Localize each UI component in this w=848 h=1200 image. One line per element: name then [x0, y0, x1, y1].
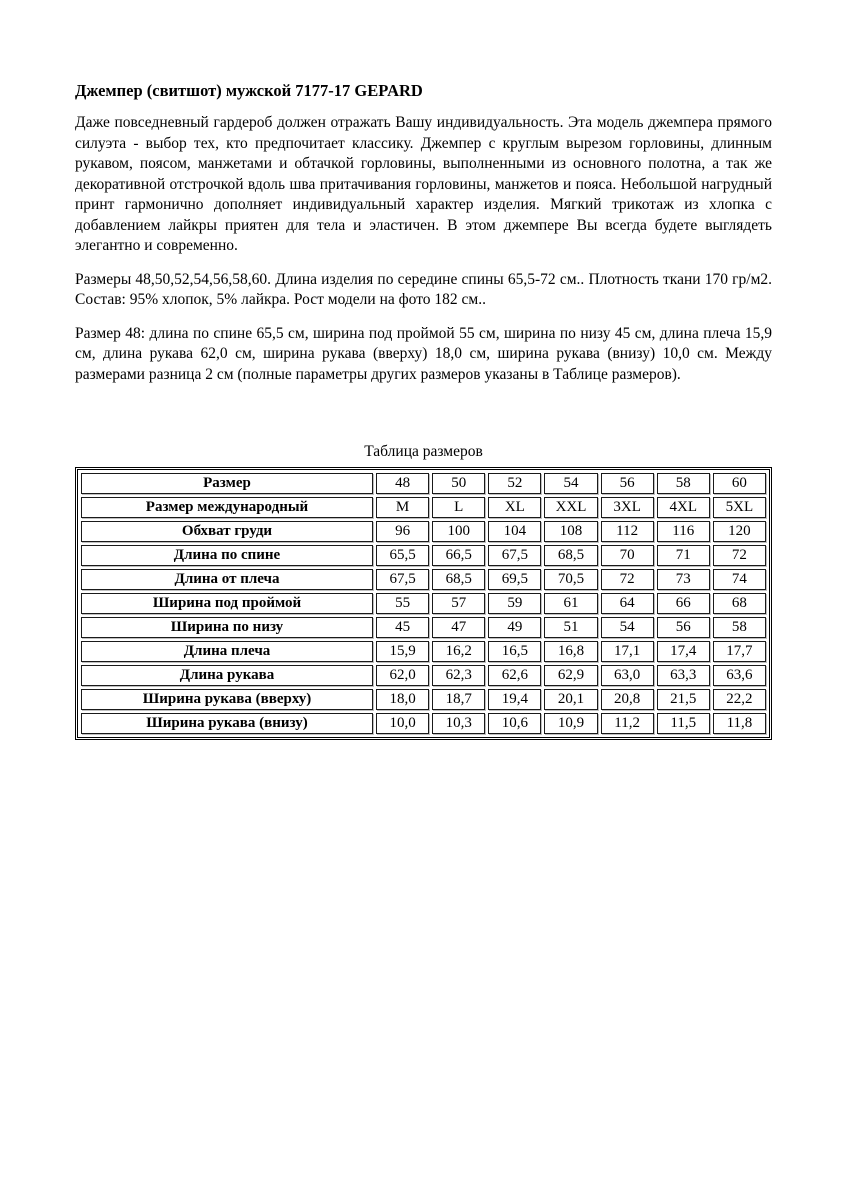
- size-48-details-paragraph: Размер 48: длина по спине 65,5 см, ширина под проймой 55 см, ширина по низу 45 см, длина плеча 15,9 см, длина рукава 62,0 см, ширина рукава (вверху) 18,0 см, ширина рукава (внизу) 10,0 см. Между размерами разница 2 см (полные параметры других размеров указаны в Таблице размеров).: [75, 324, 772, 383]
- value-cell: 10,6: [488, 713, 541, 734]
- value-cell: 11,8: [713, 713, 766, 734]
- value-cell: 66: [657, 593, 710, 614]
- value-cell: 51: [544, 617, 597, 638]
- value-cell: 48: [376, 473, 429, 494]
- value-cell: 69,5: [488, 569, 541, 590]
- value-cell: 58: [713, 617, 766, 638]
- value-cell: 63,0: [601, 665, 654, 686]
- value-cell: 15,9: [376, 641, 429, 662]
- value-cell: 22,2: [713, 689, 766, 710]
- value-cell: 10,0: [376, 713, 429, 734]
- value-cell: 65,5: [376, 545, 429, 566]
- value-cell: 55: [376, 593, 429, 614]
- value-cell: 49: [488, 617, 541, 638]
- table-row: [81, 665, 766, 686]
- value-cell: 72: [601, 569, 654, 590]
- value-cell: 60: [713, 473, 766, 494]
- value-cell: 20,8: [601, 689, 654, 710]
- value-cell: 17,4: [657, 641, 710, 662]
- value-cell: 11,5: [657, 713, 710, 734]
- table-row: [81, 473, 766, 494]
- row-label-cell: Ширина рукава (внизу): [81, 713, 373, 734]
- value-cell: 120: [713, 521, 766, 542]
- value-cell: 18,7: [432, 689, 485, 710]
- row-label-cell: Длина от плеча: [81, 569, 373, 590]
- value-cell: L: [432, 497, 485, 518]
- table-row: [81, 521, 766, 542]
- row-label-cell: Ширина под проймой: [81, 593, 373, 614]
- value-cell: 59: [488, 593, 541, 614]
- row-label-cell: Ширина по низу: [81, 617, 373, 638]
- value-cell: XL: [488, 497, 541, 518]
- value-cell: 17,1: [601, 641, 654, 662]
- value-cell: 47: [432, 617, 485, 638]
- value-cell: 68: [713, 593, 766, 614]
- value-cell: 63,6: [713, 665, 766, 686]
- value-cell: 64: [601, 593, 654, 614]
- value-cell: 10,3: [432, 713, 485, 734]
- sizes-summary-paragraph: Размеры 48,50,52,54,56,58,60. Длина изделия по середине спины 65,5-72 см.. Плотность ткани 170 гр/м2. Состав: 95% хлопок, 5% лайкра. Рост модели на фото 182 см..: [75, 270, 772, 308]
- row-label-cell: Длина рукава: [81, 665, 373, 686]
- table-row: [81, 617, 766, 638]
- value-cell: 63,3: [657, 665, 710, 686]
- value-cell: 10,9: [544, 713, 597, 734]
- value-cell: 62,6: [488, 665, 541, 686]
- row-label-cell: Размер международный: [81, 497, 373, 518]
- value-cell: 16,2: [432, 641, 485, 662]
- value-cell: 50: [432, 473, 485, 494]
- value-cell: 54: [544, 473, 597, 494]
- value-cell: 62,3: [432, 665, 485, 686]
- page-title: Джемпер (свитшот) мужской 7177-17 GEPARD: [75, 81, 423, 100]
- description-paragraph: Даже повседневный гардероб должен отражать Вашу индивидуальность. Эта модель джемпера прямого силуэта - выбор тех, кто предпочитает классику. Джемпер с круглым вырезом горловины, длинным рукавом, поясом, манжетами и обтачкой горловины, выполненными из основного полотна, а так же декоративной отстрочкой вдоль шва притачивания горловины, манжетов и пояса. Небольшой нагрудный принт гармонично дополняет индивидуальный характер изделия. Мягкий трикотаж из хлопка с добавлением лайкры приятен для тела и эластичен. В этом джемпере Вы всегда будете выглядеть элегантно и современно.: [75, 114, 772, 254]
- value-cell: 67,5: [376, 569, 429, 590]
- value-cell: 16,5: [488, 641, 541, 662]
- value-cell: 54: [601, 617, 654, 638]
- value-cell: 62,9: [544, 665, 597, 686]
- value-cell: 56: [657, 617, 710, 638]
- table-row: [81, 545, 766, 566]
- value-cell: 116: [657, 521, 710, 542]
- table-row: [81, 641, 766, 662]
- value-cell: M: [376, 497, 429, 518]
- value-cell: 66,5: [432, 545, 485, 566]
- value-cell: 68,5: [432, 569, 485, 590]
- value-cell: 70,5: [544, 569, 597, 590]
- table-row: [81, 569, 766, 590]
- value-cell: 73: [657, 569, 710, 590]
- value-cell: 74: [713, 569, 766, 590]
- value-cell: 57: [432, 593, 485, 614]
- value-cell: 68,5: [544, 545, 597, 566]
- value-cell: 108: [544, 521, 597, 542]
- value-cell: 72: [713, 545, 766, 566]
- value-cell: 4XL: [657, 497, 710, 518]
- table-row: [81, 713, 766, 734]
- size-table-caption: Таблица размеров: [364, 443, 483, 460]
- value-cell: XXL: [544, 497, 597, 518]
- row-label-cell: Размер: [81, 473, 373, 494]
- value-cell: 56: [601, 473, 654, 494]
- value-cell: 58: [657, 473, 710, 494]
- value-cell: 112: [601, 521, 654, 542]
- value-cell: 5XL: [713, 497, 766, 518]
- row-label-cell: Длина по спине: [81, 545, 373, 566]
- table-row: [81, 593, 766, 614]
- table-row: [81, 497, 766, 518]
- value-cell: 61: [544, 593, 597, 614]
- value-cell: 96: [376, 521, 429, 542]
- row-label-cell: Обхват груди: [81, 521, 373, 542]
- value-cell: 52: [488, 473, 541, 494]
- value-cell: 62,0: [376, 665, 429, 686]
- row-label-cell: Длина плеча: [81, 641, 373, 662]
- value-cell: 71: [657, 545, 710, 566]
- size-table: [75, 467, 772, 740]
- value-cell: 67,5: [488, 545, 541, 566]
- value-cell: 21,5: [657, 689, 710, 710]
- row-label-cell: Ширина рукава (вверху): [81, 689, 373, 710]
- value-cell: 19,4: [488, 689, 541, 710]
- value-cell: 18,0: [376, 689, 429, 710]
- value-cell: 100: [432, 521, 485, 542]
- table-row: [81, 689, 766, 710]
- value-cell: 3XL: [601, 497, 654, 518]
- value-cell: 104: [488, 521, 541, 542]
- value-cell: 16,8: [544, 641, 597, 662]
- value-cell: 11,2: [601, 713, 654, 734]
- value-cell: 17,7: [713, 641, 766, 662]
- value-cell: 45: [376, 617, 429, 638]
- value-cell: 70: [601, 545, 654, 566]
- value-cell: 20,1: [544, 689, 597, 710]
